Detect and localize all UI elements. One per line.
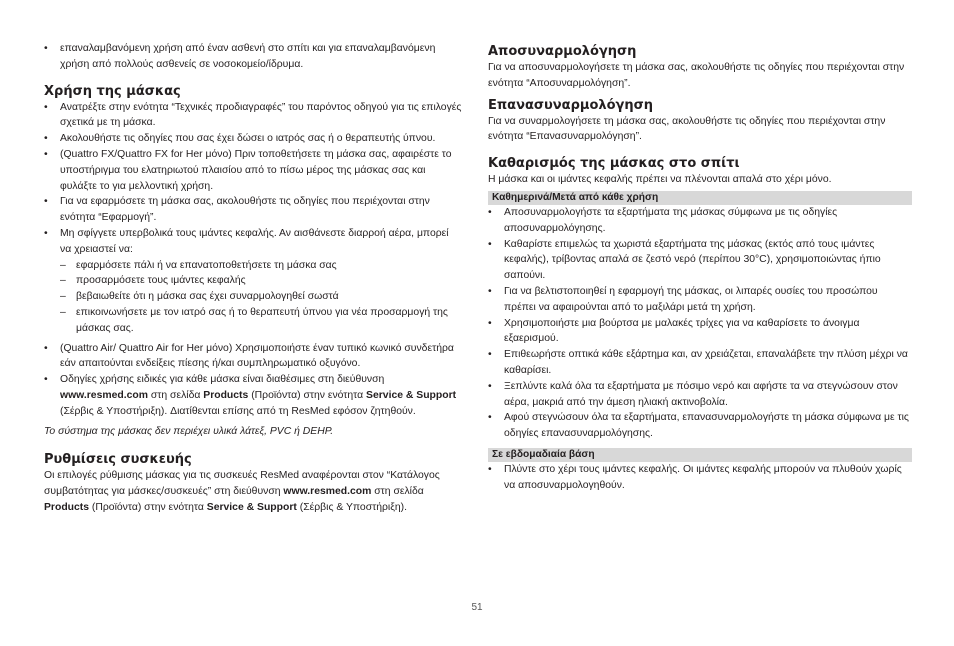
page-number: 51 [471, 602, 483, 613]
service-support-label: Service & Support [206, 501, 297, 513]
latex-note: Το σύστημα της μάσκας δεν περιέχει υλικά λάτεξ, PVC ή DEHP. [44, 425, 334, 437]
products-label: Products [203, 389, 249, 401]
products-label: Products [44, 501, 90, 513]
left-column [44, 0, 462, 516]
settings-paragraph [44, 468, 462, 515]
resmed-url: www.resmed.com [60, 389, 148, 401]
list-item: • Πλύντε στο χέρι τους ιμάντες κεφαλής. Οι ιμάντες κεφαλής μπορούν να πλυθούν χωρίς να αποσυναρμολογηθούν. [488, 462, 912, 494]
section-heading-disassembly: Αποσυναρμολόγηση [488, 44, 637, 59]
list-item: • Ακολουθήστε τις οδηγίες που σας έχει δώσει ο ιατρός σας ή ο θεραπευτής ύπνου. [44, 131, 462, 147]
right-column [488, 0, 912, 494]
cleaning-text: Η μάσκα και οι ιμάντες κεφαλής πρέπει να πλένονται απαλά στο χέρι μόνο. [488, 174, 832, 186]
list-item: • (Quattro FX/Quattro FX for Her μόνο) Πριν τοποθετήσετε τη μάσκα σας, αφαιρέστε το υποστήριγμα του ελατηριωτού πλαισίου από το πίσω μέρος της μάσκας σας και φυλάξτε το για μελλοντική χρήση. [44, 147, 462, 194]
section-heading-home-cleaning: Καθαρισμός της μάσκας στο σπίτι [488, 156, 740, 172]
list-item: • Χρησιμοποιήστε μια βούρτσα με μαλακές τρίχες για να καθαρίσετε το άνοιγμα εξαερισμού. [488, 316, 912, 348]
list-item: • επαναλαμβανόμενη χρήση από έναν ασθενή στο σπίτι και για επαναλαμβανόμενη χρήση από πολλούς ασθενείς σε νοσοκομείο/ίδρυμα. [44, 41, 462, 73]
list-item: • Για να εφαρμόσετε τη μάσκα σας, ακολουθήστε τις οδηγίες που περιέχονται στην ενότητα “Εφαρμογή”. [44, 194, 462, 226]
text-run: (Σέρβις & Υποστήριξη). Διατίθενται επίσης από τη ResMed εφόσον ζητηθούν. [60, 405, 416, 417]
text-run: στη σελίδα [371, 486, 424, 498]
section-heading-device-settings: Ρυθμίσεις συσκευής [44, 452, 192, 468]
text-run: (Προϊόντα) στην ενότητα [89, 501, 207, 513]
list-item: • Καθαρίστε επιμελώς τα χωριστά εξαρτήματα της μάσκας (εκτός από τους ιμάντες κεφαλής), τρίβοντας απαλά σε ζεστό νερό (περίπου 30°C), χρησιμοποιώντας ήπιο σαπούνι. [488, 237, 912, 284]
sub-list-item: – προσαρμόσετε τους ιμάντες κεφαλής [60, 273, 462, 289]
daily-list [488, 205, 912, 442]
weekly-subheading: Σε εβδομαδιαία βάση [488, 448, 912, 462]
section-heading-mask-use: Χρήση της μάσκας [44, 83, 181, 99]
text-run: Οι επιλογές ρύθμισης μάσκας για τις συσκευές ResMed αναφέρονται στον “Κατάλογος συμβατότητας για μάσκες/συσκευές” στη διεύθυνση [44, 470, 440, 498]
disassembly-text: Για να αποσυναρμολογήσετε τη μάσκα σας, ακολουθήστε τις οδηγίες που περιέχονται στην ενότητα “Αποσυναρμολόγηση”. [488, 62, 905, 89]
list-item: • Ανατρέξτε στην ενότητα “Τεχνικές προδιαγραφές” του παρόντος οδηγού για τις επιλογές σχετικά με τη μάσκα. [44, 100, 462, 132]
mask-use-list [44, 100, 462, 420]
list-item-text: Μη σφίγγετε υπερβολικά τους ιμάντες κεφαλής. Αν αισθάνεστε διαρροή αέρα, μπορεί να χρειαστεί να: [60, 227, 449, 255]
sub-list-item: – βεβαιωθείτε ότι η μάσκα σας έχει συναρμολογηθεί σωστά [60, 289, 462, 305]
list-item [44, 226, 462, 337]
resmed-url: www.resmed.com [283, 486, 372, 498]
daily-subheading: Καθημερινά/Μετά από κάθε χρήση [488, 191, 912, 205]
service-support-label: Service & Support [366, 389, 457, 401]
list-item: • (Quattro Air/ Quattro Air for Her μόνο) Χρησιμοποιήστε έναν τυπικό κωνικό συνδετήρα εάν απαιτούνται ενδείξεις πίεσης ή/και συμπληρωματικό οξυγόνο. [44, 341, 462, 373]
weekly-list [488, 462, 912, 494]
text-run: στη σελίδα [147, 389, 204, 401]
list-item: • Ξεπλύντε καλά όλα τα εξαρτήματα με πόσιμο νερό και αφήστε τα να στεγνώσουν στον αέρα, μακριά από την άμεση ηλιακή ακτινοβολία. [488, 379, 912, 411]
sub-list-item: – εφαρμόσετε πάλι ή να επανατοποθετήσετε τη μάσκα σας [60, 258, 462, 274]
sub-list [60, 258, 462, 337]
reassembly-text: Για να συναρμολογήσετε τη μάσκα σας, ακολουθήστε τις οδηγίες που περιέχονται στην ενότητα “Επανασυναρμολόγηση”. [488, 115, 886, 143]
sub-list-item: – επικοινωνήσετε με τον ιατρό σας ή το θεραπευτή ύπνου για νέα προσαρμογή της μάσκας σας. [60, 305, 462, 337]
list-item: • Για να βελτιστοποιηθεί η εφαρμογή της μάσκας, οι λιπαρές ουσίες του προσώπου πρέπει να αφαιρούνται από το μαξιλάρι μετά τη χρήση. [488, 284, 912, 316]
list-item: • Αφού στεγνώσουν όλα τα εξαρτήματα, επανασυναρμολογήστε τη μάσκα σύμφωνα με τις οδηγίες επανασυναρμολόγησης. [488, 410, 912, 442]
list-item: • Επιθεωρήστε οπτικά κάθε εξάρτημα και, αν χρειάζεται, επαναλάβετε την πλύση μέχρι να καθαρίσει. [488, 347, 912, 379]
list-item [44, 372, 462, 419]
text-run: (Σέρβις & Υποστήριξη). [296, 501, 407, 513]
section-heading-reassembly: Επανασυναρμολόγηση [488, 97, 654, 113]
text-run: Οδηγίες χρήσης ειδικές για κάθε μάσκα είναι διαθέσιμες στη διεύθυνση [60, 374, 385, 386]
text-run: (Προϊόντα) στην ενότητα [248, 389, 367, 401]
intro-list [44, 41, 462, 73]
list-item: • Αποσυναρμολογήστε τα εξαρτήματα της μάσκας σύμφωνα με τις οδηγίες αποσυναρμολόγησης. [488, 205, 912, 237]
